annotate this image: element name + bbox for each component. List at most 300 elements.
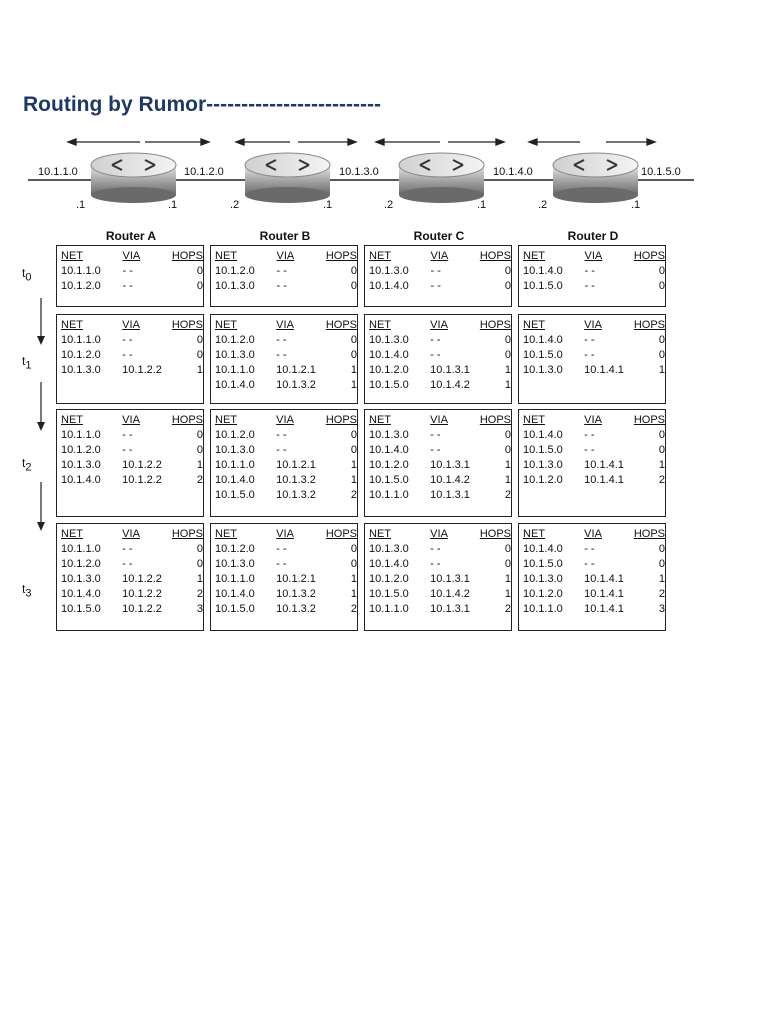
hops-cell: 0 (504, 558, 511, 570)
column-header-via: VIA (430, 528, 448, 540)
table-row (369, 428, 511, 443)
column-header-hops: HOPS (171, 528, 203, 540)
via-cell: - - (430, 280, 441, 292)
network-label: 10.1.3.0 (339, 166, 379, 178)
column-header-net: NET (215, 319, 237, 331)
via-cell: 10.1.4.2 (430, 474, 470, 486)
routing-table (210, 314, 358, 404)
hops-cell: 0 (504, 444, 511, 456)
via-cell: - - (276, 265, 287, 277)
net-cell: 10.1.4.0 (523, 429, 563, 441)
hops-cell: 1 (350, 588, 357, 600)
column-header-hops: HOPS (171, 250, 203, 262)
via-cell: 10.1.3.1 (430, 573, 470, 585)
via-cell: - - (430, 334, 441, 346)
hops-cell: 1 (504, 573, 511, 585)
table-row (215, 602, 357, 617)
table-row (523, 458, 665, 473)
via-cell: - - (276, 543, 287, 555)
column-header-net: NET (215, 250, 237, 262)
hops-cell: 0 (658, 334, 665, 346)
table-row (523, 348, 665, 363)
via-cell: 10.1.2.2 (122, 573, 162, 585)
net-cell: 10.1.4.0 (369, 558, 409, 570)
net-cell: 10.1.3.0 (523, 459, 563, 471)
net-cell: 10.1.3.0 (369, 334, 409, 346)
net-cell: 10.1.2.0 (61, 558, 101, 570)
net-cell: 10.1.5.0 (215, 603, 255, 615)
table-row (61, 542, 203, 557)
column-header-net: NET (369, 528, 391, 540)
net-cell: 10.1.3.0 (369, 543, 409, 555)
hops-cell: 2 (504, 489, 511, 501)
hops-cell: 0 (658, 543, 665, 555)
hops-cell: 0 (196, 444, 203, 456)
net-cell: 10.1.1.0 (61, 265, 101, 277)
net-cell: 10.1.1.0 (61, 543, 101, 555)
column-header-net: NET (215, 528, 237, 540)
routing-table (210, 245, 358, 307)
column-header-net: NET (61, 414, 83, 426)
table-row (61, 473, 203, 488)
hops-cell: 0 (658, 349, 665, 361)
net-cell: 10.1.3.0 (215, 444, 255, 456)
via-cell: 10.1.3.1 (430, 459, 470, 471)
via-cell: - - (584, 558, 595, 570)
interface-label: .1 (631, 199, 641, 211)
column-header-via: VIA (584, 250, 603, 262)
network-label: 10.1.2.0 (184, 166, 224, 178)
table-row (523, 264, 665, 279)
router-heading: Router B (259, 229, 311, 243)
table-row (215, 348, 357, 363)
column-header-via: VIA (122, 414, 140, 426)
net-cell: 10.1.5.0 (369, 474, 409, 486)
table-row (61, 264, 203, 279)
column-header-via: VIA (122, 528, 140, 540)
hops-cell: 0 (504, 334, 511, 346)
via-cell: 10.1.3.2 (276, 474, 316, 486)
hops-cell: 0 (658, 265, 665, 277)
net-cell: 10.1.2.0 (523, 474, 563, 486)
table-row (523, 602, 665, 617)
hops-cell: 1 (350, 364, 357, 376)
time-label: $t_0$ (22, 266, 32, 284)
hops-cell: 1 (658, 573, 665, 585)
time-arrow-icon (36, 482, 46, 532)
hops-cell: 0 (504, 265, 511, 277)
time-arrow-icon (36, 382, 46, 432)
via-cell: 10.1.2.1 (276, 573, 316, 585)
via-cell: - - (276, 429, 287, 441)
hops-cell: 2 (196, 588, 203, 600)
table-row (61, 333, 203, 348)
hops-cell: 1 (196, 364, 203, 376)
table-row (523, 572, 665, 587)
table-row (523, 557, 665, 572)
net-cell: 10.1.4.0 (369, 280, 409, 292)
net-cell: 10.1.1.0 (61, 334, 101, 346)
table-row (61, 348, 203, 363)
net-cell: 10.1.4.0 (523, 265, 563, 277)
router-icon (245, 153, 330, 203)
net-cell: 10.1.3.0 (61, 573, 101, 585)
interface-label: .2 (538, 199, 548, 211)
via-cell: - - (430, 349, 441, 361)
table-row (215, 428, 357, 443)
hops-cell: 0 (196, 349, 203, 361)
via-cell: - - (122, 429, 133, 441)
hops-cell: 2 (350, 603, 357, 615)
via-cell: 10.1.2.2 (122, 603, 162, 615)
via-cell: 10.1.4.2 (430, 588, 470, 600)
table-row (215, 264, 357, 279)
column-header-net: NET (523, 414, 545, 426)
column-header-net: NET (215, 414, 237, 426)
column-header-via: VIA (430, 319, 448, 331)
routing-table (210, 523, 358, 631)
time-label: $t_1$ (22, 354, 32, 372)
table-row (369, 572, 511, 587)
via-cell: 10.1.4.1 (584, 573, 624, 585)
table-row (369, 378, 511, 393)
hops-cell: 0 (350, 429, 357, 441)
table-row (369, 264, 511, 279)
table-row (215, 363, 357, 378)
hops-cell: 1 (196, 573, 203, 585)
table-row (523, 587, 665, 602)
column-header-hops: HOPS (325, 319, 357, 331)
table-row (61, 572, 203, 587)
hops-cell: 0 (504, 349, 511, 361)
network-label: 10.1.4.0 (493, 166, 533, 178)
hops-cell: 2 (504, 603, 511, 615)
net-cell: 10.1.3.0 (369, 265, 409, 277)
hops-cell: 0 (658, 558, 665, 570)
via-cell: - - (430, 265, 441, 277)
via-cell: 10.1.2.2 (122, 588, 162, 600)
table-row (523, 363, 665, 378)
hops-cell: 2 (350, 489, 357, 501)
router-icon (553, 153, 638, 203)
table-row (369, 473, 511, 488)
routing-table (364, 523, 512, 631)
net-cell: 10.1.3.0 (215, 558, 255, 570)
net-cell: 10.1.1.0 (215, 364, 255, 376)
via-cell: - - (584, 349, 595, 361)
hops-cell: 0 (196, 334, 203, 346)
table-row (215, 488, 357, 503)
column-header-net: NET (369, 414, 391, 426)
net-cell: 10.1.5.0 (369, 379, 409, 391)
hops-cell: 0 (658, 444, 665, 456)
interface-label: .1 (323, 199, 333, 211)
hops-cell: 2 (196, 474, 203, 486)
via-cell: 10.1.4.2 (430, 379, 470, 391)
column-header-hops: HOPS (633, 528, 665, 540)
via-cell: 10.1.2.2 (122, 474, 162, 486)
net-cell: 10.1.5.0 (369, 588, 409, 600)
table-row (215, 443, 357, 458)
column-header-via: VIA (276, 250, 295, 262)
table-row (215, 279, 357, 294)
via-cell: - - (430, 543, 441, 555)
via-cell: - - (276, 349, 287, 361)
net-cell: 10.1.5.0 (61, 603, 101, 615)
net-cell: 10.1.2.0 (61, 349, 101, 361)
table-row (215, 542, 357, 557)
column-header-hops: HOPS (479, 250, 511, 262)
via-cell: - - (122, 558, 133, 570)
net-cell: 10.1.3.0 (215, 280, 255, 292)
column-header-hops: HOPS (479, 319, 511, 331)
column-header-hops: HOPS (325, 414, 357, 426)
hops-cell: 0 (504, 280, 511, 292)
routing-table (518, 523, 666, 631)
table-row (61, 443, 203, 458)
via-cell: 10.1.2.2 (122, 364, 162, 376)
net-cell: 10.1.2.0 (61, 444, 101, 456)
net-cell: 10.1.4.0 (61, 588, 101, 600)
net-cell: 10.1.4.0 (61, 474, 101, 486)
column-header-via: VIA (276, 319, 294, 331)
net-cell: 10.1.1.0 (215, 573, 255, 585)
net-cell: 10.1.2.0 (215, 334, 255, 346)
net-cell: 10.1.4.0 (523, 334, 563, 346)
via-cell: 10.1.2.1 (276, 364, 316, 376)
network-label: 10.1.5.0 (641, 166, 681, 178)
column-header-hops: HOPS (479, 414, 511, 426)
table-row (215, 557, 357, 572)
table-row (369, 557, 511, 572)
table-row (369, 443, 511, 458)
table-row (215, 473, 357, 488)
column-header-net: NET (523, 250, 545, 262)
table-row (215, 458, 357, 473)
via-cell: 10.1.3.1 (430, 603, 470, 615)
interface-label: .2 (384, 199, 394, 211)
via-cell: 10.1.4.1 (584, 459, 624, 471)
hops-cell: 0 (350, 558, 357, 570)
net-cell: 10.1.1.0 (215, 459, 255, 471)
net-cell: 10.1.1.0 (523, 603, 563, 615)
via-cell: 10.1.4.1 (584, 588, 624, 600)
column-header-net: NET (61, 319, 83, 331)
table-row (523, 443, 665, 458)
table-row (61, 279, 203, 294)
via-cell: - - (122, 349, 133, 361)
via-cell: - - (276, 444, 287, 456)
table-row (369, 348, 511, 363)
routing-table (56, 314, 204, 404)
hops-cell: 1 (350, 379, 357, 391)
via-cell: - - (584, 265, 595, 277)
column-header-via: VIA (122, 319, 140, 331)
column-header-net: NET (61, 528, 83, 540)
hops-cell: 3 (196, 603, 203, 615)
hops-cell: 1 (504, 474, 511, 486)
via-cell: - - (584, 543, 595, 555)
via-cell: - - (584, 444, 595, 456)
via-cell: 10.1.3.2 (276, 588, 316, 600)
table-row (523, 428, 665, 443)
via-cell: 10.1.3.2 (276, 603, 316, 615)
table-row (369, 602, 511, 617)
column-header-hops: HOPS (633, 250, 665, 262)
network-diagram (0, 125, 768, 215)
net-cell: 10.1.3.0 (523, 364, 563, 376)
hops-cell: 2 (658, 474, 665, 486)
net-cell: 10.1.2.0 (369, 573, 409, 585)
column-header-net: NET (523, 528, 545, 540)
net-cell: 10.1.3.0 (61, 459, 101, 471)
table-row (61, 557, 203, 572)
net-cell: 10.1.4.0 (215, 474, 255, 486)
via-cell: 10.1.2.2 (122, 459, 162, 471)
via-cell: - - (122, 265, 133, 277)
via-cell: 10.1.2.1 (276, 459, 316, 471)
via-cell: 10.1.4.1 (584, 474, 624, 486)
via-cell: - - (122, 444, 133, 456)
table-row (61, 587, 203, 602)
table-row (215, 572, 357, 587)
column-header-via: VIA (430, 250, 449, 262)
via-cell: - - (430, 429, 441, 441)
routing-table (56, 245, 204, 307)
column-header-net: NET (61, 250, 83, 262)
table-row (61, 363, 203, 378)
router-icon (399, 153, 484, 203)
net-cell: 10.1.1.0 (369, 489, 409, 501)
time-label: $t_3$ (22, 582, 32, 600)
routing-table (56, 523, 204, 631)
net-cell: 10.1.2.0 (369, 364, 409, 376)
column-header-via: VIA (584, 414, 602, 426)
table-row (369, 333, 511, 348)
routing-table (518, 409, 666, 517)
net-cell: 10.1.4.0 (523, 543, 563, 555)
hops-cell: 1 (196, 459, 203, 471)
page-title: Routing by Rumor------------------------- (23, 93, 381, 116)
net-cell: 10.1.1.0 (61, 429, 101, 441)
via-cell: - - (584, 429, 595, 441)
hops-cell: 1 (350, 474, 357, 486)
net-cell: 10.1.4.0 (369, 349, 409, 361)
table-row (215, 587, 357, 602)
table-row (369, 279, 511, 294)
net-cell: 10.1.5.0 (523, 280, 563, 292)
net-cell: 10.1.3.0 (523, 573, 563, 585)
hops-cell: 0 (196, 543, 203, 555)
hops-cell: 1 (504, 588, 511, 600)
net-cell: 10.1.2.0 (523, 588, 563, 600)
net-cell: 10.1.4.0 (369, 444, 409, 456)
table-row (215, 378, 357, 393)
via-cell: 10.1.3.2 (276, 379, 316, 391)
net-cell: 10.1.3.0 (215, 349, 255, 361)
hops-cell: 3 (658, 603, 665, 615)
hops-cell: 1 (658, 364, 665, 376)
via-cell: - - (122, 543, 133, 555)
hops-cell: 0 (658, 280, 665, 292)
time-arrow-icon (36, 298, 46, 346)
hops-cell: 1 (350, 459, 357, 471)
table-row (369, 587, 511, 602)
column-header-hops: HOPS (325, 528, 357, 540)
time-label: $t_2$ (22, 456, 32, 474)
net-cell: 10.1.5.0 (523, 444, 563, 456)
column-header-hops: HOPS (633, 319, 665, 331)
hops-cell: 1 (350, 573, 357, 585)
via-cell: - - (430, 444, 441, 456)
hops-cell: 0 (196, 429, 203, 441)
net-cell: 10.1.5.0 (523, 349, 563, 361)
table-row (369, 458, 511, 473)
via-cell: - - (122, 334, 133, 346)
column-header-net: NET (369, 319, 391, 331)
table-row (61, 428, 203, 443)
table-row (523, 542, 665, 557)
column-header-hops: HOPS (325, 250, 357, 262)
hops-cell: 0 (196, 280, 203, 292)
column-header-hops: HOPS (171, 414, 203, 426)
routing-table (56, 409, 204, 517)
router-heading: Router C (413, 229, 465, 243)
column-header-hops: HOPS (479, 528, 511, 540)
routing-table (364, 245, 512, 307)
table-row (369, 542, 511, 557)
network-label: 10.1.1.0 (38, 166, 78, 178)
table-row (61, 458, 203, 473)
hops-cell: 0 (350, 543, 357, 555)
table-row (61, 602, 203, 617)
routing-table (364, 314, 512, 404)
routing-table (364, 409, 512, 517)
table-row (523, 279, 665, 294)
routing-table (518, 245, 666, 307)
router-icon (91, 153, 176, 203)
column-header-via: VIA (122, 250, 141, 262)
net-cell: 10.1.3.0 (61, 364, 101, 376)
interface-label: .1 (168, 199, 178, 211)
table-row (523, 333, 665, 348)
router-heading: Router A (105, 229, 157, 243)
column-header-net: NET (523, 319, 545, 331)
column-header-via: VIA (430, 414, 448, 426)
hops-cell: 0 (196, 558, 203, 570)
hops-cell: 1 (658, 459, 665, 471)
hops-cell: 0 (350, 280, 357, 292)
column-header-via: VIA (584, 528, 602, 540)
net-cell: 10.1.2.0 (215, 265, 255, 277)
via-cell: - - (122, 280, 133, 292)
hops-cell: 0 (350, 334, 357, 346)
via-cell: 10.1.3.2 (276, 489, 316, 501)
table-row (523, 473, 665, 488)
routing-table (518, 314, 666, 404)
interface-label: .2 (230, 199, 240, 211)
net-cell: 10.1.3.0 (369, 429, 409, 441)
routing-table (210, 409, 358, 517)
table-row (369, 488, 511, 503)
hops-cell: 0 (350, 349, 357, 361)
column-header-hops: HOPS (171, 319, 203, 331)
via-cell: 10.1.4.1 (584, 364, 624, 376)
column-header-via: VIA (276, 528, 294, 540)
interface-label: .1 (477, 199, 487, 211)
via-cell: - - (276, 334, 287, 346)
via-cell: - - (584, 280, 595, 292)
